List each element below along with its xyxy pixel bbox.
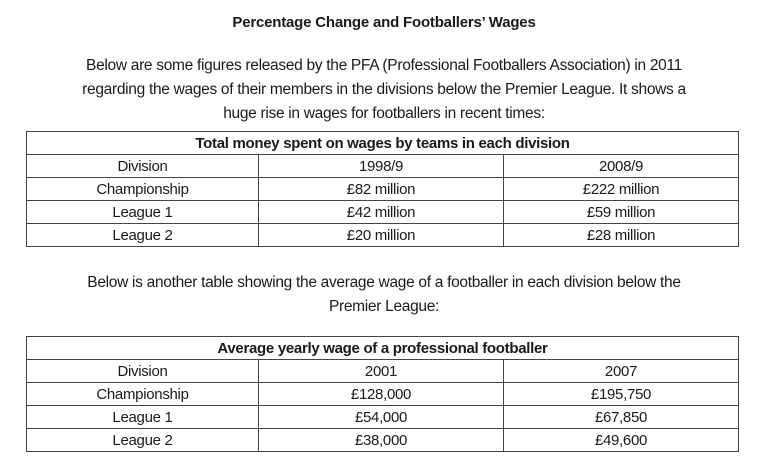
column-header-division: Division <box>27 360 259 383</box>
division-cell: Championship <box>27 178 259 201</box>
value-cell: £20 million <box>259 224 504 247</box>
intro-line: Below are some figures released by the PFA (Professional Footballers Association) in 2011 <box>86 57 682 74</box>
intro-line: Below is another table showing the average wage of a footballer in each division below the <box>87 274 681 291</box>
table-row <box>27 178 739 201</box>
average-wage-table <box>26 336 739 452</box>
value-cell: £128,000 <box>259 383 504 406</box>
table-row <box>27 383 739 406</box>
value-cell: £42 million <box>259 201 504 224</box>
value-cell: £28 million <box>504 224 739 247</box>
table-row <box>27 224 739 247</box>
table-header-row <box>27 155 739 178</box>
intro-line: regarding the wages of their members in the divisions below the Premier League. It shows a <box>82 81 686 98</box>
value-cell: £195,750 <box>504 383 739 406</box>
value-cell: £54,000 <box>259 406 504 429</box>
table-caption: Average yearly wage of a professional footballer <box>27 337 739 360</box>
division-cell: League 2 <box>27 224 259 247</box>
column-header-year-1: 2001 <box>259 360 504 383</box>
column-header-year-2: 2008/9 <box>504 155 739 178</box>
value-cell: £82 million <box>259 178 504 201</box>
intro-line: Premier League: <box>328 298 440 315</box>
table-row <box>27 201 739 224</box>
value-cell: £222 million <box>504 178 739 201</box>
value-cell: £49,600 <box>504 429 739 452</box>
table-row <box>27 406 739 429</box>
table-header-row <box>27 360 739 383</box>
division-cell: League 1 <box>27 201 259 224</box>
value-cell: £67,850 <box>504 406 739 429</box>
column-header-year-2: 2007 <box>504 360 739 383</box>
division-cell: League 1 <box>27 406 259 429</box>
division-cell: Championship <box>27 383 259 406</box>
table-caption: Total money spent on wages by teams in each division <box>27 132 739 155</box>
column-header-division: Division <box>27 155 259 178</box>
table-caption-row <box>27 337 739 360</box>
table-caption-row <box>27 132 739 155</box>
column-header-year-1: 1998/9 <box>259 155 504 178</box>
table-row <box>27 429 739 452</box>
intro-paragraph <box>0 54 768 126</box>
total-wages-table <box>26 131 739 247</box>
value-cell: £59 million <box>504 201 739 224</box>
value-cell: £38,000 <box>259 429 504 452</box>
second-intro-paragraph <box>0 271 768 319</box>
intro-line: huge rise in wages for footballers in recent times: <box>223 105 545 122</box>
division-cell: League 2 <box>27 429 259 452</box>
page-title: Percentage Change and Footballers’ Wages <box>232 14 536 31</box>
